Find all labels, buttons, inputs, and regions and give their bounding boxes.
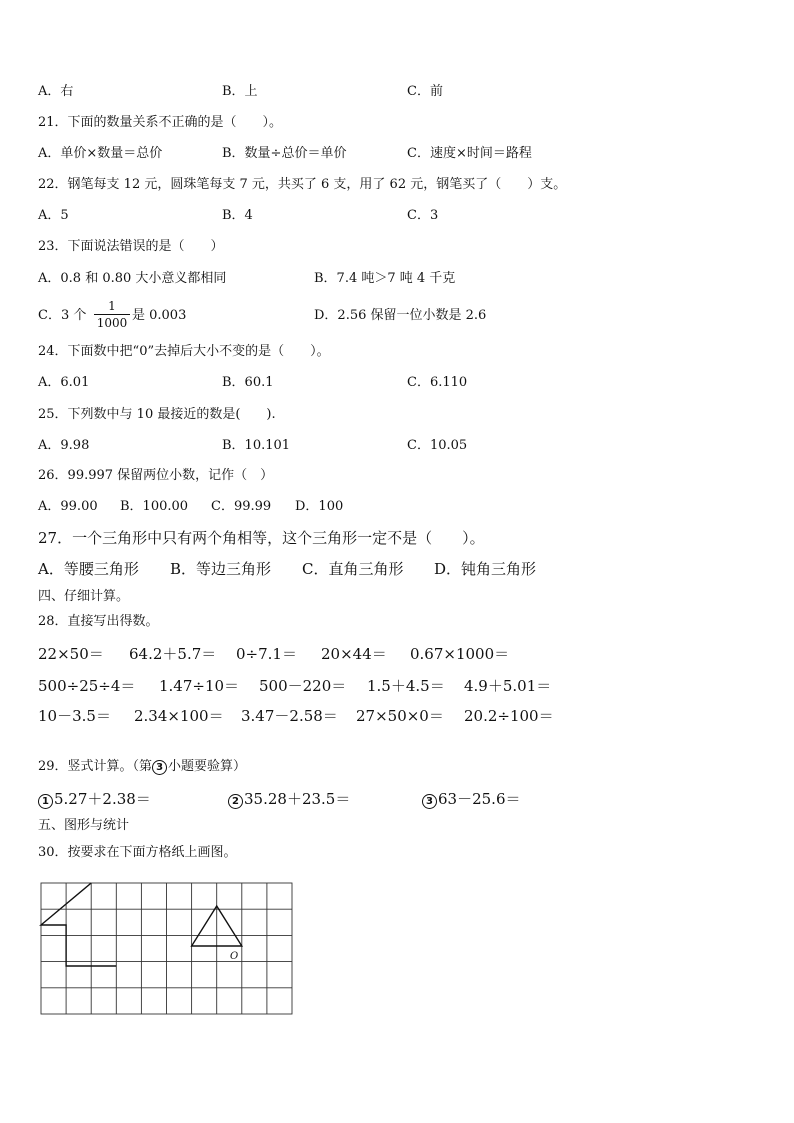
q28-expr: 2.34×100＝ [134, 707, 224, 725]
q28-stem: 28．直接写出得数。 [38, 614, 159, 629]
q20-option-a: A．右 [38, 84, 74, 99]
q27-option-a: A．等腰三角形 [38, 560, 139, 578]
q28-expr: 20.2÷100＝ [464, 707, 554, 725]
q29-item-expr: 63－25.6＝ [438, 790, 521, 808]
q23-fraction-denominator: 1000 [96, 316, 128, 330]
q24-stem: 24．下面数中把“0”去掉后大小不变的是（ ）。 [38, 344, 330, 359]
q23-option-b: B．7.4 吨＞7 吨 4 千克 [314, 271, 456, 286]
q28-expr: 1.47÷10＝ [159, 677, 240, 695]
q21-option-a: A．单价×数量＝总价 [38, 146, 163, 161]
q23-fraction-numerator: 1 [94, 299, 130, 315]
q22-option-c: C．3 [407, 208, 439, 223]
q24-option-b: B．60.1 [222, 375, 274, 390]
q26-option-c: C．99.99 [211, 499, 272, 514]
q29-stem [38, 759, 246, 775]
grid-lines [41, 883, 292, 1014]
q27-stem: 27．一个三角形中只有两个角相等，这个三角形一定不是（ ）。 [38, 529, 485, 547]
q26-option-b: B．100.00 [120, 499, 189, 514]
circled-number: 3 [422, 794, 437, 809]
grid-figure [36, 878, 296, 1018]
q27-option-b: B．等边三角形 [170, 560, 272, 578]
q28-expr: 27×50×0＝ [356, 707, 444, 725]
q26-stem: 26．99.997 保留两位小数，记作（ ） [38, 468, 274, 483]
q28-expr: 3.47－2.58＝ [241, 707, 338, 725]
q28-expr: 0÷7.1＝ [236, 645, 297, 663]
q25-option-c: C．10.05 [407, 438, 468, 453]
q28-expr: 0.67×1000＝ [410, 645, 510, 663]
q28-expr: 500－220＝ [259, 677, 347, 695]
circled-number: 1 [38, 794, 53, 809]
section-4-heading: 四、仔细计算。 [38, 589, 130, 604]
q29-item-2 [228, 790, 350, 809]
q22-option-b: B．4 [222, 208, 253, 223]
q28-expr: 10－3.5＝ [38, 707, 111, 725]
q28-expr: 1.5＋4.5＝ [367, 677, 445, 695]
q29-item-expr: 35.28＋23.5＝ [244, 790, 351, 808]
circled-number: 3 [152, 760, 167, 775]
q25-option-a: A．9.98 [38, 438, 90, 453]
section-5-heading: 五、图形与统计 [38, 818, 130, 833]
q27-option-c: C．直角三角形 [302, 560, 404, 578]
q28-expr: 4.9＋5.01＝ [464, 677, 552, 695]
q30-stem: 30．按要求在下面方格纸上画图。 [38, 845, 237, 860]
q20-option-c: C．前 [407, 84, 443, 99]
left-shape [41, 883, 116, 966]
circled-number: 2 [228, 794, 243, 809]
q24-option-a: A．6.01 [38, 375, 90, 390]
q22-stem: 22．钢笔每支 12 元，圆珠笔每支 7 元，共买了 6 支，用了 62 元，钢笔买了（ ）支。 [38, 177, 567, 192]
q26-option-d: D．100 [295, 499, 344, 514]
q22-option-a: A．5 [38, 208, 69, 223]
q21-stem: 21．下面的数量关系不正确的是（ ）。 [38, 115, 283, 130]
q29-item-3 [422, 790, 521, 809]
q23-fraction [94, 299, 130, 330]
q23-option-d: D．2.56 保留一位小数是 2.6 [314, 308, 487, 323]
q23-option-c-suffix: 是 0.003 [132, 308, 187, 323]
q28-expr: 64.2＋5.7＝ [129, 645, 217, 663]
q29-stem-prefix: 29．竖式计算。（第 [38, 759, 153, 774]
q21-option-c: C．速度×时间＝路程 [407, 146, 532, 161]
q23-stem: 23．下面说法错误的是（ ） [38, 239, 224, 254]
q20-option-b: B．上 [222, 84, 258, 99]
q26-option-a: A．99.00 [38, 499, 98, 514]
q23-option-a: A．0.8 和 0.80 大小意义都相同 [38, 271, 227, 286]
q21-option-b: B．数量÷总价＝单价 [222, 146, 347, 161]
q27-option-d: D．钝角三角形 [434, 560, 537, 578]
q29-stem-suffix: 小题要验算） [168, 759, 247, 774]
q23-option-c-prefix: C．3 个 [38, 308, 87, 323]
q25-stem: 25．下列数中与 10 最接近的数是( ). [38, 407, 276, 422]
q28-expr: 22×50＝ [38, 645, 104, 663]
q24-option-c: C．6.110 [407, 375, 468, 390]
q28-expr: 20×44＝ [321, 645, 387, 663]
q28-expr: 500÷25÷4＝ [38, 677, 136, 695]
q29-item-1 [38, 790, 151, 809]
q29-item-expr: 5.27＋2.38＝ [54, 790, 151, 808]
q25-option-b: B．10.101 [222, 438, 291, 453]
point-o-label: O [230, 951, 239, 962]
